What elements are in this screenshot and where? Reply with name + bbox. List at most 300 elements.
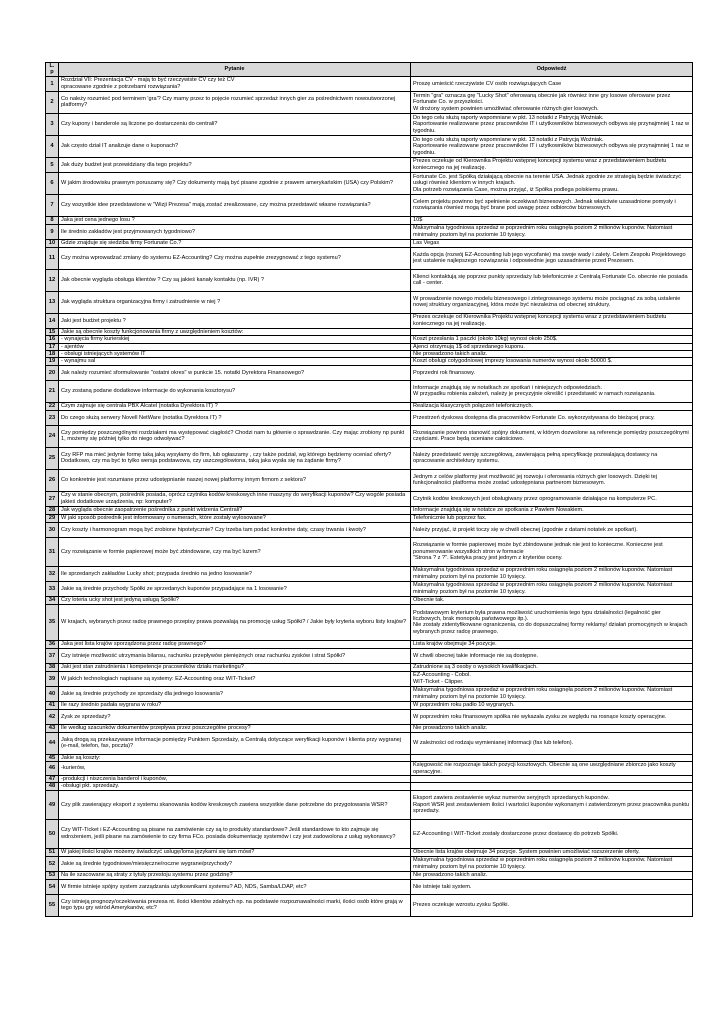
- question-text: Jak obecnie wygląda obsługa klientów ? Czy są jakieś kanały kontaktu (np. IVR) ?: [61, 277, 265, 284]
- question-cell: [59, 491, 411, 506]
- table-row: [46, 566, 693, 581]
- question-cell: [59, 724, 411, 732]
- answer-cell: [411, 469, 693, 491]
- answer-cell: [411, 358, 693, 365]
- answer-cell: [411, 135, 693, 157]
- table-row: [46, 856, 693, 871]
- question-cell: [59, 522, 411, 537]
- question-cell: [59, 819, 411, 848]
- answer-text: Należy przedstawić wersję szczegółową, zawierającą pełną specyfikację pozwalającą dostawcy na opracowanie architektury systemu.: [413, 451, 658, 465]
- answer-text: Do tego celu służą raporty wspomniane w pkt. 13 notatki z Patrycją Woźniak.: [413, 114, 604, 121]
- qa-table: [45, 62, 693, 917]
- answer-cell: [411, 113, 693, 135]
- table-row: [46, 135, 693, 157]
- table-row: [46, 313, 693, 328]
- question-cell: [59, 671, 411, 686]
- answer-cell: [411, 566, 693, 581]
- answer-text: EZ-Accounting i WIT-Ticket zostały dostarczone przez dostawcę do potrzeb Spółki.: [413, 830, 619, 837]
- question-cell: [59, 894, 411, 916]
- question-text: - wynajmu sal: [61, 358, 96, 365]
- question-text: Ile średnio zakładów jest przyjmowanych tygodniowo?: [61, 228, 196, 235]
- question-cell: [59, 365, 411, 380]
- answer-cell: [411, 216, 693, 224]
- question-text: Czy można wprowadzać zmiany do systemu EZ-Accounting? Czy można zupełnie zrezygnować z tego systemu?: [61, 255, 341, 262]
- answer-cell: [411, 856, 693, 871]
- question-text: Jakie są średnie przychody ze sprzedaży dla jednego losowania?: [61, 690, 224, 697]
- question-text: W jaki sposób pośrednik jest informowany o numerach, które zostały wylosowane?: [61, 515, 266, 522]
- question-cell: [59, 91, 411, 113]
- question-cell: [59, 537, 411, 566]
- answer-text: Prezes oczekuje od Kierownika Projektu wstępnej koncepcji systemu wraz z przedstawieniem budżetu koniecznego na jej realizację.: [413, 158, 667, 171]
- answer-text: 10$: [413, 217, 423, 224]
- row-number: 19: [46, 358, 59, 365]
- table-row: [46, 380, 693, 402]
- table-row: [46, 157, 693, 172]
- table-row: [46, 640, 693, 648]
- question-cell: [59, 76, 411, 91]
- question-cell: [59, 194, 411, 216]
- table-row: [46, 732, 693, 754]
- row-number: 41: [46, 701, 59, 709]
- answer-text: Klienci kontaktują się poprzez punkty sprzedaży lub telefonicznie z Centralą Fortunate Co. obecnie nie posiada call - center.: [413, 273, 688, 287]
- answer-text: Proszę umieścić rzeczywiste CV osób rozwiązujących Case: [413, 80, 562, 87]
- row-number: 9: [46, 224, 59, 239]
- answer-text: W poprzednim roku finansowym spółka nie wykazała zysku ze względu na rosnące koszty operacyjne.: [413, 713, 667, 720]
- question-cell: [59, 514, 411, 522]
- table-row: [46, 871, 693, 879]
- question-cell: [59, 871, 411, 879]
- answer-cell: [411, 194, 693, 216]
- row-number: 12: [46, 269, 59, 291]
- table-row: [46, 469, 693, 491]
- answer-text: Informacje znajdują się w notatkach ze spotkań i niniejszych odpowiedziach.: [413, 384, 603, 391]
- question-cell: [59, 762, 411, 776]
- answer-cell: [411, 247, 693, 269]
- row-number: 10: [46, 239, 59, 247]
- question-text: Czy WIT-Ticket i EZ-Accounting są pisane na zamówienie czy są to produkty standardowe? Jeśli standardowe to kto zajmuje się wdrożeniem, jeśli pisane na zamówienie to czy firma FCo. posiada dokumentację systemów i czy jest zadowolona z usług wykonawcy?: [61, 827, 396, 840]
- row-number: 38: [46, 663, 59, 671]
- question-cell: [59, 776, 411, 783]
- question-cell: [59, 269, 411, 291]
- question-text: Jak wygląda struktura organizacyjna firmy i zatrudnienie w niej ?: [61, 299, 221, 306]
- question-text: Czym zajmuje się centrala PBX Alcatel (notatka Dyrektora IT) ?: [61, 403, 218, 410]
- table-row: [46, 522, 693, 537]
- answer-cell: [411, 604, 693, 640]
- answer-cell: [411, 732, 693, 754]
- answer-cell: [411, 724, 693, 732]
- table-row: [46, 336, 693, 343]
- question-text: -kurierów,: [61, 765, 86, 772]
- answer-text: Dla potrzeb rozwiązania Case, można przyjąć, iż Spółka podlega polskiemu prawu.: [413, 186, 619, 193]
- question-cell: [59, 336, 411, 343]
- header-lp: L.p: [46, 63, 59, 77]
- answer-text: Podstawowym kryterium była prawna możliwość uruchomienia tego typu działalności (legalność gier liczbowych, brak monopolu państwowego itp.).: [413, 609, 661, 622]
- row-number: 3: [46, 113, 59, 135]
- qa-sheet: [45, 62, 692, 917]
- answer-text: EZ-Accounting - Cobol.: [413, 672, 471, 679]
- row-number: 1: [46, 76, 59, 91]
- table-row: [46, 581, 693, 596]
- answer-text: Nie prowadzono takich analiz.: [413, 351, 488, 358]
- question-cell: [59, 856, 411, 871]
- row-number: 33: [46, 581, 59, 596]
- row-number: 22: [46, 402, 59, 410]
- answer-cell: [411, 313, 693, 328]
- row-number: 25: [46, 447, 59, 469]
- answer-cell: [411, 425, 693, 447]
- answer-cell: [411, 514, 693, 522]
- row-number: 23: [46, 410, 59, 425]
- answer-text: Raportowanie realizowane przez pracowników IT i użytkowników biznesowych odbywa się przynajmniej 1 raz w tygodniu.: [413, 143, 689, 156]
- answer-cell: [411, 709, 693, 724]
- question-cell: [59, 224, 411, 239]
- question-text: Zysk ze sprzedaży?: [61, 713, 111, 720]
- question-text: Ile według szacunków dokumentów przepływa przez poszczególne procesy?: [61, 725, 251, 732]
- question-cell: [59, 596, 411, 604]
- answer-text: Lista krajów obejmuje 34 pozycje.: [413, 641, 497, 648]
- question-cell: [59, 358, 411, 365]
- table-row: [46, 343, 693, 350]
- answer-text: Maksymalna tygodniowa sprzedaż w poprzednim roku osiągnęła poziom 2 milionów kuponów. Natomiast minimalny poziom był na poziomie 10 tysięcy.: [413, 857, 673, 870]
- row-number: 6: [46, 172, 59, 194]
- question-cell: [59, 172, 411, 194]
- table-row: [46, 724, 693, 732]
- question-text: Co należy rozumieć pod terminem 'gra'? Czy mamy przez to pojęcie rozumieć sprzedaż innych gier za pośrednictwem nowoutworzonej platformy?: [61, 95, 396, 109]
- question-cell: [59, 754, 411, 761]
- answer-cell: [411, 848, 693, 856]
- question-text: W krajach, wybranych przez radcę prawnego przepisy prawa pozwalają na promocję usług Spółki? / Jakie były kryteria wyboru listy krajów?: [61, 619, 407, 626]
- answer-text: Przestrzeń dyskowa dostępna dla pracowników Fortunate Co. wykorzystywana do bieżącej pracy.: [413, 414, 655, 421]
- row-number: 42: [46, 709, 59, 724]
- table-row: [46, 410, 693, 425]
- question-text: Jak należy rozumieć sformułowanie "ostatni okres" w punkcie 15. notatki Dyrektora Finansowego?: [61, 369, 305, 376]
- question-cell: [59, 790, 411, 819]
- table-row: [46, 790, 693, 819]
- row-number: 30: [46, 522, 59, 537]
- question-cell: [59, 701, 411, 709]
- answer-cell: [411, 522, 693, 537]
- answer-text: Ajenci otrzymują 1$ od sprzedanego kuponu.: [413, 343, 525, 350]
- answer-text: W prowadzenie nowego modelu biznesowego i zintegrowanego systemu może pociągnąć za sobą ustalenie nowej struktury organizacyjnej, która może być niezależna od obecnej struktury.: [413, 295, 681, 309]
- question-text: Jaki jest budżet projektu ?: [61, 317, 126, 324]
- question-cell: [59, 709, 411, 724]
- table-body: [46, 76, 693, 916]
- answer-cell: [411, 239, 693, 247]
- question-text: Rozdział VII: Prezentacja CV - mają to być rzeczywiste CV czy też CV: [61, 77, 235, 84]
- table-row: [46, 671, 693, 686]
- answer-text: Obecnie lista krajów obejmuje 34 pozycje. System powinien umożliwiać rozszerzenie oferty.: [413, 849, 640, 856]
- question-cell: [59, 604, 411, 640]
- question-text: Czy kupony i banderole są liczone po dostarczeniu do centrali?: [61, 121, 218, 128]
- row-number: 28: [46, 506, 59, 514]
- question-cell: [59, 410, 411, 425]
- answer-cell: [411, 328, 693, 335]
- table-row: [46, 537, 693, 566]
- question-cell: [59, 216, 411, 224]
- answer-cell: [411, 410, 693, 425]
- question-cell: [59, 879, 411, 894]
- table-row: [46, 113, 693, 135]
- table-row: [46, 358, 693, 365]
- answer-text: Prezes oczekuje wzrostu zysku Spółki.: [413, 902, 510, 909]
- row-number: 34: [46, 596, 59, 604]
- answer-text: Las Vegas: [413, 240, 440, 247]
- question-text: Gdzie znajduje się siedziba firmy Fortunate Co.?: [61, 240, 182, 247]
- question-text: opracowane zgodnie z potrzebami rozwiązania?: [61, 83, 181, 90]
- question-text: Co konkretnie jest rozumiane przez udostępnianie naszej nowej platformy innym firmom z sektora?: [61, 477, 306, 484]
- row-number: 47: [46, 776, 59, 783]
- answer-text: Telefonicznie lub poprzez fax.: [413, 515, 487, 522]
- answer-cell: [411, 91, 693, 113]
- answer-text: Każda opcja (rozwój EZ-Accounting lub jego wycofanie) ma swoje wady i zalety. Celem Zespołu Projektowego jest ustalenie najlepszego rozwiązania i odpowiednie jego uzasadnienie przed Prezesem.: [413, 251, 686, 265]
- row-number: 39: [46, 671, 59, 686]
- answer-text: W poprzednim roku padło 10 wygranych.: [413, 702, 515, 709]
- answer-cell: [411, 894, 693, 916]
- answer-text: Realizacja klasycznych połączeń telefonicznych.: [413, 403, 534, 410]
- row-number: 4: [46, 135, 59, 157]
- answer-text: Informacje znajdują się w notatce ze spotkania z Pawłem Nowakiem.: [413, 507, 584, 514]
- question-text: Jakie są średnie przychody Spółki ze sprzedanych kuponów przypadające na 1 losowanie?: [61, 585, 287, 592]
- question-cell: [59, 247, 411, 269]
- answer-text: Raport WSR jest zestawieniem ilości i wartości kuponów wykonanym i zatwierdzonym przez pracownika punktu sprzedaży.: [413, 801, 690, 815]
- answer-text: Czytnik kodów kreskowych jest obsługiwany przez oprogramowanie działające na komputerze PC.: [413, 495, 657, 502]
- question-text: Czy plik zawierający eksport z systemu skanowania kodów kreskowych zawiera wszystkie dane potrzebne do przygotowania WSR?: [61, 801, 388, 808]
- answer-text: Nie istnieje taki system.: [413, 883, 472, 890]
- question-cell: [59, 157, 411, 172]
- question-text: W firmie istnieje spójny system zarządzania użytkownikami systemu? AD, NDS, Samba/LDAP, etc?: [61, 883, 307, 890]
- row-number: 52: [46, 856, 59, 871]
- question-cell: [59, 351, 411, 358]
- question-text: Jaka jest cena jednego losu ?: [61, 217, 135, 224]
- answer-text: Rozwiązanie w formie papierowej może być zbindowane jednak nie jest to konieczne. Konieczne jest ponumerowanie wszystkich stron w formacie: [413, 542, 663, 555]
- answer-text: Jednym z celów platformy jest możliwość jej rozwoju i oferowania różnych gier losowych. Dzięki tej funkcjonalności platforma może zostać udostępniana partnerom biznesowym.: [413, 473, 658, 487]
- question-text: W jakim środowisku prawnym poruszamy się? Czy dokumenty mają być pisane zgodnie z prawem amerykańskim (USA) czy Polskim?: [61, 180, 394, 187]
- table-row: [46, 224, 693, 239]
- row-number: 35: [46, 604, 59, 640]
- question-text: Czy istnieją prognozy/oczekiwania prezesa nt. ilości klientów zdalnych np. na podstawie rozpoznawalności marki, ilości osób które grają w tego typu gry wśród Amerykanów, etc?: [61, 898, 403, 912]
- header-row: [46, 63, 693, 77]
- question-text: Jaką drogą są przekazywane informacje pomiędzy Punktem Sprzedaży, a Centralą dotyczące weryfikacji kuponów i klienta przy wygranej (e-mail, telefon, fax, poczta)?: [61, 736, 402, 750]
- question-cell: [59, 640, 411, 648]
- answer-cell: [411, 871, 693, 879]
- answer-text: Eksport zawiera zestawienie wykaz numerów seryjnych sprzedanych kuponów.: [413, 795, 609, 802]
- answer-cell: [411, 790, 693, 819]
- answer-cell: [411, 640, 693, 648]
- table-row: [46, 291, 693, 313]
- row-number: 44: [46, 732, 59, 754]
- answer-cell: [411, 336, 693, 343]
- question-cell: [59, 732, 411, 754]
- question-text: Czy zostaną podane dodatkowe informacje do wykonania kosztorysu?: [61, 388, 236, 395]
- table-row: [46, 754, 693, 761]
- answer-cell: [411, 365, 693, 380]
- row-number: 29: [46, 514, 59, 522]
- question-cell: [59, 135, 411, 157]
- question-cell: [59, 663, 411, 671]
- header-answer: Odpowiedź: [411, 63, 693, 77]
- question-cell: [59, 402, 411, 410]
- answer-cell: [411, 351, 693, 358]
- question-text: Czy w stanie obecnym, pośrednik posiada, oprócz czytnika kodów kreskowych inne maszyny do weryfikacji kuponów? Czy wogóle posiada jakieś dodatkowe urządzenia, np: komputer?: [61, 492, 406, 505]
- answer-cell: [411, 537, 693, 566]
- table-row: [46, 172, 693, 194]
- row-number: 26: [46, 469, 59, 491]
- answer-text: Maksymalna tygodniowa sprzedaż w poprzednim roku osiągnęła poziom 2 milionów kuponów. Natomiast minimalny poziom był na poziomie 10 tysięcy.: [413, 687, 673, 700]
- answer-text: Nie prowadzono takich analiz.: [413, 725, 488, 732]
- answer-text: Nie zostały zidentyfikowane ograniczenia, co do dopuszczalnej formy reklamy/ działań promocyjnych w krajach wybranych przez radcę prawnego.: [413, 622, 688, 635]
- answer-text: Poprzedni rok finansowy.: [413, 369, 476, 376]
- question-cell: [59, 380, 411, 402]
- row-number: 53: [46, 871, 59, 879]
- question-cell: [59, 648, 411, 663]
- answer-text: Prezes oczekuje od Kierownika Projektu wstępnej koncepcji systemu wraz z przedstawieniem budżetu koniecznego na jej realizację.: [413, 314, 667, 327]
- row-number: 24: [46, 425, 59, 447]
- row-number: 31: [46, 537, 59, 566]
- answer-text: Do tego celu służą raporty wspomniane w pkt. 13 notatki z Patrycją Woźniak.: [413, 136, 604, 143]
- answer-text: Celem projektu powinno być spełnienie oczekiwań biznesowych. Jednak właściwie uzasadnione pomysły i rozwiązania również mogą być brane pod uwagę przez odbiorców biznesowych.: [413, 198, 676, 212]
- answer-text: W drożony system powinien umożliwiać oferowanie różnych gier losowych.: [413, 105, 599, 112]
- question-text: Czy istnieje możliwość utrzymania bilansu, rachunku przepływów pieniężnych oraz rachunku zysków i strat Spółki?: [61, 652, 346, 659]
- question-text: -obsługi pkt. sprzedaży.: [61, 783, 120, 790]
- row-number: 2: [46, 91, 59, 113]
- answer-text: Nie prowadzono takich analiz.: [413, 872, 488, 879]
- row-number: 16: [46, 336, 59, 343]
- question-text: - obsługi istniejących systemów IT: [61, 351, 146, 358]
- question-cell: [59, 848, 411, 856]
- table-row: [46, 604, 693, 640]
- answer-cell: [411, 172, 693, 194]
- row-number: 49: [46, 790, 59, 819]
- answer-cell: [411, 343, 693, 350]
- table-row: [46, 425, 693, 447]
- question-text: Jaka jest lista krajów sporządzona przez radcę prawnego?: [61, 641, 206, 648]
- question-cell: [59, 291, 411, 313]
- row-number: 32: [46, 566, 59, 581]
- answer-text: W przypadku robienia założeń, należy je precyzyjnie określić i przedstawić w ramach rozwiązania.: [413, 391, 656, 398]
- question-cell: [59, 686, 411, 701]
- row-number: 27: [46, 491, 59, 506]
- row-number: 7: [46, 194, 59, 216]
- answer-cell: [411, 269, 693, 291]
- row-number: 48: [46, 783, 59, 790]
- question-text: Czy koszty i harmonogram mogą być zrobione hipotetycznie? Czy trzeba tam podać konkretne daty, czasy trwania i kwoty?: [61, 526, 366, 533]
- question-text: Jakie są średnie tygodniowe/miesięczne/roczne wygrane/przychody?: [61, 860, 233, 867]
- table-row: [46, 776, 693, 783]
- row-number: 14: [46, 313, 59, 328]
- question-text: W jakich technologiach napisane są systemy: EZ-Accounting oraz WIT-Ticket?: [61, 675, 256, 682]
- question-text: Do czego służą serwery Novell NetWare (notatka Dyrektora IT) ?: [61, 414, 222, 421]
- table-row: [46, 762, 693, 776]
- row-number: 54: [46, 879, 59, 894]
- header-question: Pytanie: [59, 63, 411, 77]
- answer-cell: [411, 76, 693, 91]
- answer-cell: [411, 879, 693, 894]
- table-row: [46, 819, 693, 848]
- answer-text: Maksymalna tygodniowa sprzedaż w poprzednim roku osiągnęła poziom 2 milionów kuponów. Natomiast minimalny poziom był na poziomie 10 tysięcy.: [413, 567, 673, 580]
- answer-text: Raportowanie realizowane przez pracowników IT i użytkowników biznesowych odbywa się przynajmniej 1 raz w tygodniu.: [413, 121, 689, 134]
- question-text: Czy rozwiązanie w formie papierowej może być zbindowane, czy ma być luzem?: [61, 548, 261, 555]
- question-text: Jak duży budżet jest przewidziany dla tego projektu?: [61, 161, 192, 168]
- row-number: 36: [46, 640, 59, 648]
- question-text: Jakie są koszty:: [61, 754, 101, 761]
- answer-text: Należy przyjąć, iż projekt toczy się w chwili obecnej (zgodnie z datami notatek ze spotkań).: [413, 526, 638, 533]
- answer-cell: [411, 402, 693, 410]
- question-cell: [59, 566, 411, 581]
- table-row: [46, 491, 693, 506]
- answer-text: Koszt przesłania 1 paczki (około 10kg) wynosi około 250$.: [413, 336, 558, 343]
- answer-cell: [411, 783, 693, 790]
- answer-cell: [411, 447, 693, 469]
- answer-cell: [411, 491, 693, 506]
- answer-cell: [411, 581, 693, 596]
- question-text: Ile razy średnio padała wygrana w roku?: [61, 702, 162, 709]
- answer-text: Obecnie tak.: [413, 597, 445, 604]
- answer-cell: [411, 686, 693, 701]
- table-row: [46, 328, 693, 335]
- table-row: [46, 596, 693, 604]
- table-row: [46, 663, 693, 671]
- question-text: Czy pomiędzy poszczególnymi rozdziałami ma występować ciągłość? Chodzi nam tu głównie o sprawdzanie. Czy mając zrobiony np punkt 1, możemy się później tylko do niego odwoływać?: [61, 429, 405, 443]
- question-text: Ile sprzedanych zakładów Lucky shot; przypada średnio na jedno losowanie?: [61, 570, 252, 577]
- table-row: [46, 247, 693, 269]
- answer-text: Zatrudnione są 3 osoby o wysokich kwalifikacjach.: [413, 664, 538, 671]
- table-row: [46, 848, 693, 856]
- answer-text: W chwili obecnej takie informacje nie są dostępne.: [413, 652, 538, 659]
- answer-text: WIT-Ticket - Clipper.: [413, 678, 464, 685]
- table-row: [46, 648, 693, 663]
- table-row: [46, 783, 693, 790]
- answer-cell: [411, 224, 693, 239]
- table-row: [46, 506, 693, 514]
- question-cell: [59, 113, 411, 135]
- answer-cell: [411, 762, 693, 776]
- question-cell: [59, 447, 411, 469]
- answer-cell: [411, 701, 693, 709]
- question-cell: [59, 313, 411, 328]
- table-row: [46, 194, 693, 216]
- question-text: Czy wszystkie idee przedstawione w "Wizji Prezesa" mają zostać zrealizowane, czy można przedstawić własne rozwiązania?: [61, 202, 371, 209]
- answer-cell: [411, 291, 693, 313]
- row-number: 37: [46, 648, 59, 663]
- answer-cell: [411, 663, 693, 671]
- question-cell: [59, 343, 411, 350]
- answer-cell: [411, 596, 693, 604]
- row-number: 21: [46, 380, 59, 402]
- question-text: -produkcji i niszczenia banderol i kuponów,: [61, 776, 168, 783]
- answer-text: Termin "gra" oznacza grę "Lucky Shot" oferowaną obecnie jak również inne gry losowe oferowane przez Fortunate Co. w przyszłości.: [413, 92, 671, 106]
- question-text: - wynajęcia firmy kurierskiej: [61, 336, 130, 343]
- answer-text: Koszt obsługi cotygodniowej imprezy losowania numerów wynosi około 50000 $.: [413, 358, 613, 365]
- row-number: 8: [46, 216, 59, 224]
- question-text: Jak wygląda obecnie zaopatrzenie pośrednika z punkt widzenia Centrali?: [61, 507, 243, 514]
- answer-text: Maksymalna tygodniowa sprzedaż w poprzednim roku osiągnęła poziom 2 milionów kuponów. Natomiast minimalny poziom był na poziomie 10 tysięcy.: [413, 225, 673, 238]
- question-cell: [59, 425, 411, 447]
- answer-text: Rozwiązanie powinno stanowić spójny dokument, w którym dozwolone są referencje pomiędzy poszczególnymi częściami. Prace będą oceniane całościowo.: [413, 429, 689, 443]
- row-number: 11: [46, 247, 59, 269]
- question-cell: [59, 328, 411, 335]
- table-row: [46, 447, 693, 469]
- table-row: [46, 701, 693, 709]
- table-row: [46, 879, 693, 894]
- row-number: 45: [46, 754, 59, 761]
- answer-cell: [411, 671, 693, 686]
- question-cell: [59, 783, 411, 790]
- question-text: Jakie są obecnie koszty funkcjonowania firmy z uwzględnieniem kosztów:: [61, 328, 244, 335]
- question-cell: [59, 506, 411, 514]
- table-row: [46, 76, 693, 91]
- question-text: W jakiej ilości krajów możemy świadczyć usługę/loma językami się tam mówi?: [61, 849, 255, 856]
- row-number: 20: [46, 365, 59, 380]
